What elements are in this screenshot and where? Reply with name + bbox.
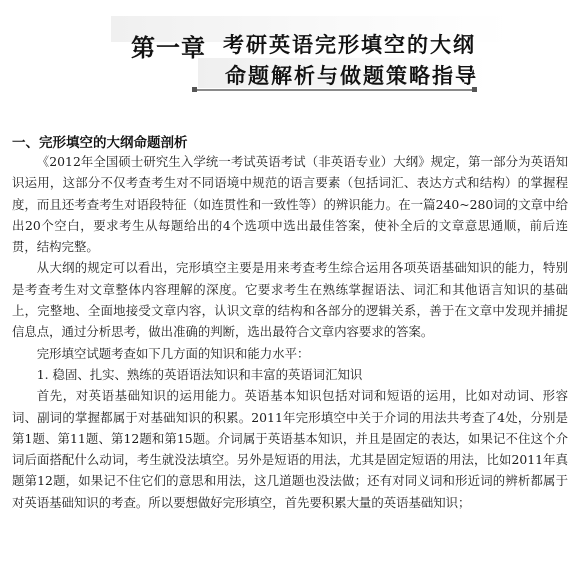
header-underline-dot-left (192, 87, 197, 92)
paragraph: 1. 稳固、扎实、熟练的英语语法知识和丰富的英语词汇知识 (36, 366, 363, 382)
chapter-title-line-1: 考研英语完形填空的大纲 (223, 33, 476, 57)
chapter-number: 第一章 (131, 34, 206, 62)
body-text (12, 151, 568, 513)
chapter-title-line-2: 命题解析与做题策略指导 (225, 64, 478, 88)
chapter-title (223, 30, 478, 91)
paragraph: 从大纲的规定可以看出，完形填空主要是用来考查考生综合运用各项英语基础知识的能力，特别是考查考生对文章整体内容理解的深度。它要求考生在熟练掌握语法、词汇和其他语言知识的基础上，完整地、全面地接受文章内容，认识文章的结构和各部分的逻辑关系，善于在文章中发现并捕捉信息点，通过分析思考，做出准确的判断，选出最符合文章内容要求的答案。 (12, 260, 568, 340)
section-heading: 一、完形填空的大纲命题剖析 (12, 135, 188, 151)
paragraph: 《2012年全国硕士研究生入学统一考试英语考试（非英语专业）大纲》规定，第一部分为英语知识运用，这部分不仅考查考生对不同语境中规范的语言要素（包括词汇、表达方式和结构）的掌握程度，而且还考查考生对语段特征（如连贯性和一致性等）的辨识能力。在一篇240~280词的文章中给出20个空白，要求考生从每题给出的4个选项中选出最佳答案，使补全后的文章意思通顺，前后连贯，结构完整。 (12, 154, 568, 255)
paragraph: 首先，对英语基础知识的运用能力。英语基本知识包括对词和短语的运用，比如对动词、形容词、副词的掌握都属于对基础知识的积累。2011年完形填空中关于介词的用法共考查了4处，分别是第1题、第11题、第12题和第15题。介词属于英语基本知识，并且是固定的表达，如果记不住这个介词后面搭配什么动词，考生就没法填空。另外是短语的用法，尤其是固定短语的用法，比如2011年真题第12题，如果记不住它们的意思和用法，这几道题也没法做；还有对同义词和形近词的辨析都属于对英语基础知识的考查。所以要想做好完形填空，首先要积累大量的英语基础知识； (12, 388, 568, 510)
paragraph: 完形填空试题考查如下几方面的知识和能力水平： (36, 345, 310, 361)
